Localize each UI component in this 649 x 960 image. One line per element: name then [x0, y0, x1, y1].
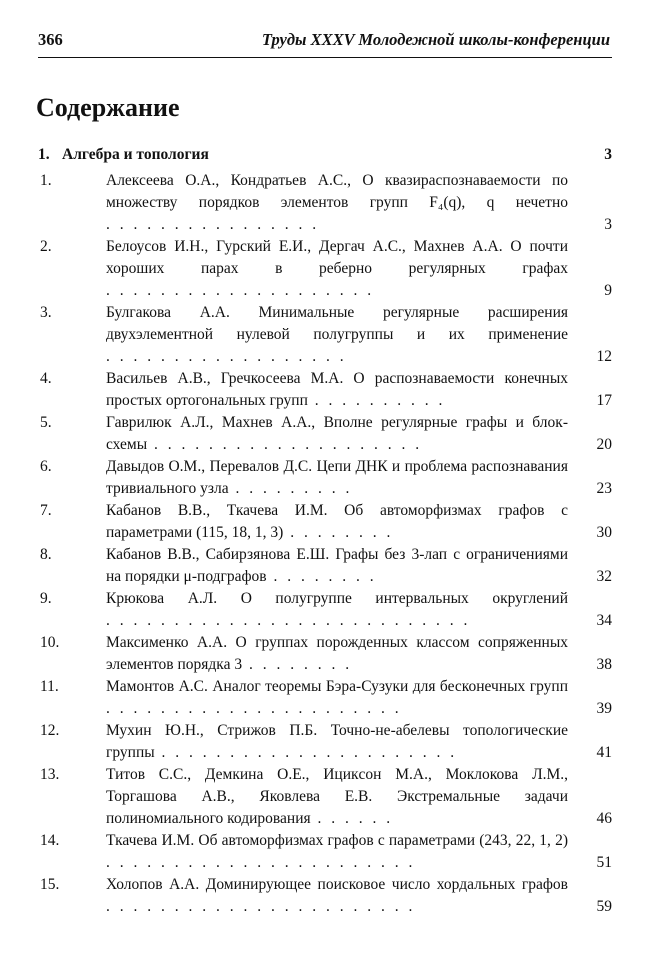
section-title: Алгебра и топология	[62, 146, 209, 163]
entry-number: 2.	[40, 238, 52, 255]
entry-number: 1.	[40, 172, 52, 189]
section-number: 1.	[38, 146, 50, 163]
entry-number: 9.	[40, 590, 52, 607]
entry-text: Белоусов И.Н., Гурский Е.И., Дергач А.С., Махнев А.А. О почти хороших парах в реберно регулярных графах	[106, 238, 568, 277]
entry-page: 51	[596, 854, 612, 871]
entry-number: 14.	[40, 832, 60, 849]
entry-text: Мамонтов А.С. Аналог теоремы Бэра-Сузуки для бесконечных групп	[106, 678, 568, 695]
entry-page: 17	[596, 392, 612, 409]
entry-page: 39	[596, 700, 612, 717]
entry-text: Ткачева И.М. Об автоморфизмах графов с параметрами (243, 22, 1, 2)	[106, 832, 568, 849]
toc-entry	[40, 830, 612, 874]
entry-text: Максименко А.А. О группах порожденных классом сопряженных элементов порядка 3	[106, 634, 568, 673]
entry-page: 41	[596, 744, 612, 761]
entry-number: 12.	[40, 722, 60, 739]
entry-text: Мухин Ю.Н., Стрижов П.Б. Точно-не-абелевы топологические группы	[106, 722, 568, 761]
dot-leader: . . . . . . . . . . . . . . . . . . . .	[147, 436, 423, 453]
dot-leader: . . . . . . . . . . . . . . . . . . . .	[106, 282, 375, 299]
toc-entry	[40, 874, 612, 918]
entry-text: Титов С.С., Демкина О.Е., Ицикcон М.А., Моклокова Л.М., Торгашова А.В., Яковлева Е.В. Экстремальные задачи полиномиального кодирования	[106, 766, 568, 827]
toc-entry	[40, 500, 612, 544]
dot-leader: . . . . . . . . . . . . . . . . . . . . . . .	[106, 854, 416, 871]
dot-leader: . . . . . . . . . .	[307, 392, 446, 409]
entry-page: 23	[596, 480, 612, 497]
entry-text: Давыдов О.М., Перевалов Д.С. Цепи ДНК и проблема распознавания тривиального узла	[106, 458, 568, 497]
entry-page: 34	[596, 612, 612, 629]
dot-leader: . . . . . . . . . . . . . . . . . . . . . . .	[106, 898, 416, 915]
section-page: 3	[604, 146, 612, 163]
entry-text: Кабанов В.В., Ткачева И.М. Об автоморфизмах графов с параметрами (115, 18, 1, 3)	[106, 502, 568, 541]
entry-number: 4.	[40, 370, 52, 387]
entry-number: 8.	[40, 546, 52, 563]
toc-entry	[40, 544, 612, 588]
entry-number: 13.	[40, 766, 60, 783]
toc-entry	[40, 456, 612, 500]
toc-entry	[40, 764, 612, 830]
toc-entry	[40, 412, 612, 456]
dot-leader: . . . . . . . . . . . . . . . . . . . . . .	[154, 744, 458, 761]
entry-text: Васильев А.В., Гречкосеева М.А. О распознаваемости конечных простых ортогональных групп	[106, 370, 568, 409]
entry-page: 59	[596, 898, 612, 915]
entry-page: 20	[596, 436, 612, 453]
dot-leader: . . . . . . . .	[266, 568, 377, 585]
dot-leader: . . . . . . . .	[242, 656, 353, 673]
toc-title: Содержание	[36, 93, 180, 122]
entry-text: Булгакова А.А. Минимальные регулярные расширения двухэлементной нулевой полугруппы и их применение	[106, 304, 568, 343]
entry-page: 12	[596, 348, 612, 365]
entry-text: Гаврилюк А.Л., Махнев А.А., Вполне регулярные графы и блок-схемы	[106, 414, 568, 453]
entry-page: 9	[604, 282, 612, 299]
entry-number: 3.	[40, 304, 52, 321]
toc-entry	[40, 720, 612, 764]
entry-number: 10.	[40, 634, 60, 651]
running-header	[38, 30, 610, 50]
toc-entry	[40, 588, 612, 632]
entry-number: 5.	[40, 414, 52, 431]
toc-section	[38, 146, 612, 164]
toc-entry	[40, 676, 612, 720]
entry-page: 46	[596, 810, 612, 827]
dot-leader: . . . . . . . . . . . . . . . . . . . . . . . . . . .	[106, 612, 471, 629]
entry-page: 32	[596, 568, 612, 585]
page-number: 366	[38, 30, 63, 49]
dot-leader: . . . . . . . . . . . . . . . . . .	[106, 348, 347, 365]
toc-entry	[40, 368, 612, 412]
entry-page: 30	[596, 524, 612, 541]
dot-leader: . . . . . . . . .	[228, 480, 353, 497]
entry-text: Крюкова А.Л. О полугруппе интервальных округлений	[106, 590, 568, 607]
entry-number: 6.	[40, 458, 52, 475]
toc-entry	[40, 302, 612, 368]
entry-number: 7.	[40, 502, 52, 519]
toc-entry	[40, 632, 612, 676]
dot-leader: . . . . . . . . . . . . . . . . . . . . . .	[106, 700, 402, 717]
header-rule	[38, 57, 612, 58]
entry-text: Алексеева О.А., Кондратьев А.С., О квазираспознаваемости по множеству порядков элементов групп F₄(q), q нечетно	[106, 172, 568, 211]
entry-number: 11.	[40, 678, 59, 695]
entry-text: Холопов А.А. Доминирующее поисковое число хордальных графов	[106, 876, 568, 893]
toc-entry	[40, 170, 612, 236]
entry-page: 38	[596, 656, 612, 673]
dot-leader: . . . . . . . .	[283, 524, 394, 541]
entry-text: Кабанов В.В., Сабирзянова Е.Ш. Графы без 3-лап с ограничениями на порядки μ-подграфов	[106, 546, 568, 585]
dot-leader: . . . . . . . . . . . . . . . .	[106, 216, 320, 233]
running-title: Труды XXXV Молодежной школы-конференции	[261, 30, 610, 49]
toc-entry	[40, 236, 612, 302]
dot-leader: . . . . . .	[310, 810, 394, 827]
entry-number: 15.	[40, 876, 60, 893]
entry-page: 3	[604, 216, 612, 233]
